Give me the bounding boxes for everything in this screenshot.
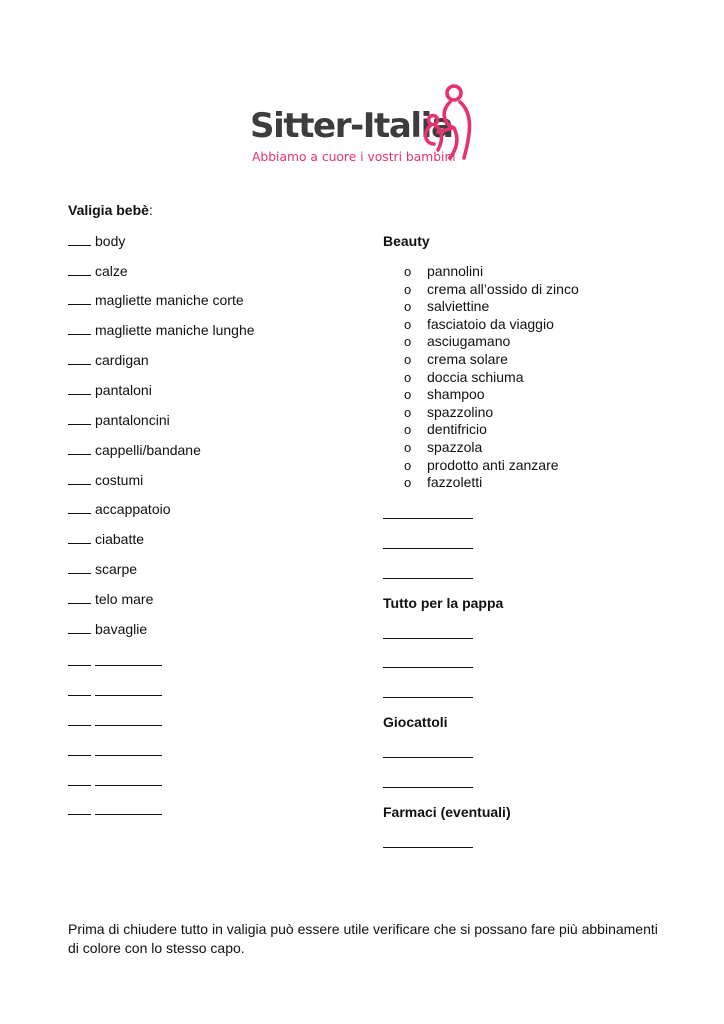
checkbox-blank[interactable] bbox=[68, 742, 91, 756]
item-label: magliette maniche lunghe bbox=[95, 322, 255, 338]
write-in-line[interactable] bbox=[383, 625, 473, 639]
item-label: shampoo bbox=[427, 386, 485, 403]
list-item bbox=[68, 232, 125, 250]
suitcase-title bbox=[68, 201, 153, 219]
item-label: pantaloni bbox=[95, 382, 152, 398]
write-in-row bbox=[383, 774, 473, 792]
empty-list-row bbox=[68, 712, 162, 730]
item-label: pannolini bbox=[427, 263, 484, 279]
item-label: magliette maniche corte bbox=[95, 292, 244, 308]
list-item bbox=[68, 590, 153, 608]
write-in-line[interactable] bbox=[383, 535, 473, 549]
write-in-line[interactable] bbox=[95, 682, 162, 696]
checkbox-blank[interactable] bbox=[68, 712, 91, 726]
item-label: prodotto anti zanzare bbox=[427, 456, 559, 473]
list-item bbox=[68, 321, 255, 339]
checkbox-blank[interactable] bbox=[68, 441, 91, 455]
list-item bbox=[68, 262, 128, 280]
bullet-icon: o bbox=[404, 439, 412, 455]
write-in-row bbox=[383, 625, 473, 643]
empty-list-row bbox=[68, 682, 162, 700]
write-in-line[interactable] bbox=[383, 684, 473, 698]
write-in-row bbox=[383, 834, 473, 852]
write-in-row bbox=[383, 744, 473, 762]
bullet-icon: o bbox=[404, 316, 412, 332]
checkbox-blank[interactable] bbox=[68, 560, 91, 574]
footer-note: Prima di chiudere tutto in valigia può essere utile verificare che si possano fare più abbinamenti di colore con lo stesso capo. bbox=[68, 921, 658, 956]
write-in-line[interactable] bbox=[383, 505, 473, 519]
checkbox-blank[interactable] bbox=[68, 500, 91, 514]
list-item bbox=[68, 471, 143, 489]
list-item bbox=[68, 500, 171, 518]
giocattoli-title: Giocattoli bbox=[383, 714, 448, 730]
list-item bbox=[68, 351, 149, 369]
bullet-icon: o bbox=[404, 457, 412, 473]
checkbox-blank[interactable] bbox=[68, 620, 91, 634]
suitcase-title-colon: : bbox=[148, 202, 153, 218]
item-label: spazzolino bbox=[427, 403, 494, 420]
bullet-icon: o bbox=[404, 422, 412, 438]
bullet-icon: o bbox=[404, 264, 412, 279]
checkbox-blank[interactable] bbox=[68, 232, 91, 246]
write-in-line[interactable] bbox=[383, 654, 473, 668]
checkbox-blank[interactable] bbox=[68, 471, 91, 485]
write-in-line[interactable] bbox=[95, 652, 162, 666]
list-item bbox=[68, 441, 201, 459]
pappa-title: Tutto per la pappa bbox=[383, 595, 504, 611]
bullet-icon: o bbox=[404, 351, 412, 367]
empty-list-row bbox=[68, 652, 162, 670]
list-item bbox=[68, 381, 152, 399]
checkbox-blank[interactable] bbox=[68, 411, 91, 425]
item-label: calze bbox=[95, 263, 128, 279]
write-in-line[interactable] bbox=[383, 834, 473, 848]
checkbox-blank[interactable] bbox=[68, 351, 91, 365]
item-label: pantaloncini bbox=[95, 412, 170, 428]
checkbox-blank[interactable] bbox=[68, 772, 91, 786]
farmaci-title: Farmaci (eventuali) bbox=[383, 804, 511, 820]
item-label: crema all’ossido di zinco bbox=[427, 280, 579, 297]
checkbox-blank[interactable] bbox=[68, 652, 91, 666]
item-label: costumi bbox=[95, 472, 144, 488]
list-item bbox=[68, 560, 137, 578]
bullet-icon: o bbox=[404, 404, 412, 420]
item-label: fasciatoio da viaggio bbox=[427, 315, 554, 332]
empty-list-row bbox=[68, 801, 162, 819]
item-label: asciugamano bbox=[427, 333, 511, 350]
item-label: ciabatte bbox=[95, 531, 145, 547]
empty-list-row bbox=[68, 772, 162, 790]
bullet-icon: o bbox=[404, 475, 412, 491]
write-in-line[interactable] bbox=[95, 712, 162, 726]
list-item bbox=[68, 620, 147, 638]
bullet-icon: o bbox=[404, 281, 412, 297]
list-item bbox=[68, 291, 244, 309]
bullet-icon: o bbox=[404, 334, 412, 350]
write-in-line[interactable] bbox=[95, 772, 162, 786]
checkbox-blank[interactable] bbox=[68, 321, 91, 335]
logo-name: Sitter-Italia bbox=[250, 106, 453, 146]
bullet-icon: o bbox=[404, 369, 412, 385]
item-label: crema solare bbox=[427, 350, 508, 367]
checkbox-blank[interactable] bbox=[68, 590, 91, 604]
checkbox-blank[interactable] bbox=[68, 530, 91, 544]
item-label: scarpe bbox=[95, 561, 138, 577]
checkbox-blank[interactable] bbox=[68, 291, 91, 305]
write-in-line[interactable] bbox=[383, 744, 473, 758]
empty-list-row bbox=[68, 742, 162, 760]
write-in-line[interactable] bbox=[95, 801, 162, 815]
item-label: body bbox=[95, 233, 126, 249]
write-in-row bbox=[383, 654, 473, 672]
logo-tagline: Abbiamo a cuore i vostri bambini bbox=[252, 150, 456, 164]
item-label: accappatoio bbox=[95, 501, 171, 517]
write-in-row bbox=[383, 505, 473, 523]
checkbox-blank[interactable] bbox=[68, 801, 91, 815]
checkbox-blank[interactable] bbox=[68, 381, 91, 395]
beauty-title: Beauty bbox=[383, 233, 430, 249]
write-in-row bbox=[383, 535, 473, 553]
item-label: spazzola bbox=[427, 438, 483, 455]
write-in-line[interactable] bbox=[95, 742, 162, 756]
checkbox-blank[interactable] bbox=[68, 682, 91, 696]
item-label: doccia schiuma bbox=[427, 368, 524, 385]
bullet-icon: o bbox=[404, 299, 412, 315]
write-in-row bbox=[383, 684, 473, 702]
write-in-line[interactable] bbox=[383, 565, 473, 579]
item-label: telo mare bbox=[95, 591, 154, 607]
item-label: salviettine bbox=[427, 298, 490, 315]
item-label: cardigan bbox=[95, 352, 149, 368]
write-in-line[interactable] bbox=[383, 774, 473, 788]
bullet-icon: o bbox=[404, 387, 412, 403]
suitcase-title-text: Valigia bebè bbox=[68, 202, 149, 218]
item-label: cappelli/bandane bbox=[95, 442, 201, 458]
item-label: fazzoletti bbox=[427, 474, 483, 491]
item-label: bavaglie bbox=[95, 621, 148, 637]
list-item bbox=[68, 411, 170, 429]
parent-child-logo-icon bbox=[420, 84, 476, 164]
write-in-row bbox=[383, 565, 473, 583]
checkbox-blank[interactable] bbox=[68, 262, 91, 276]
list-item bbox=[68, 530, 144, 548]
item-label: dentifricio bbox=[427, 421, 487, 438]
logo bbox=[250, 84, 480, 168]
